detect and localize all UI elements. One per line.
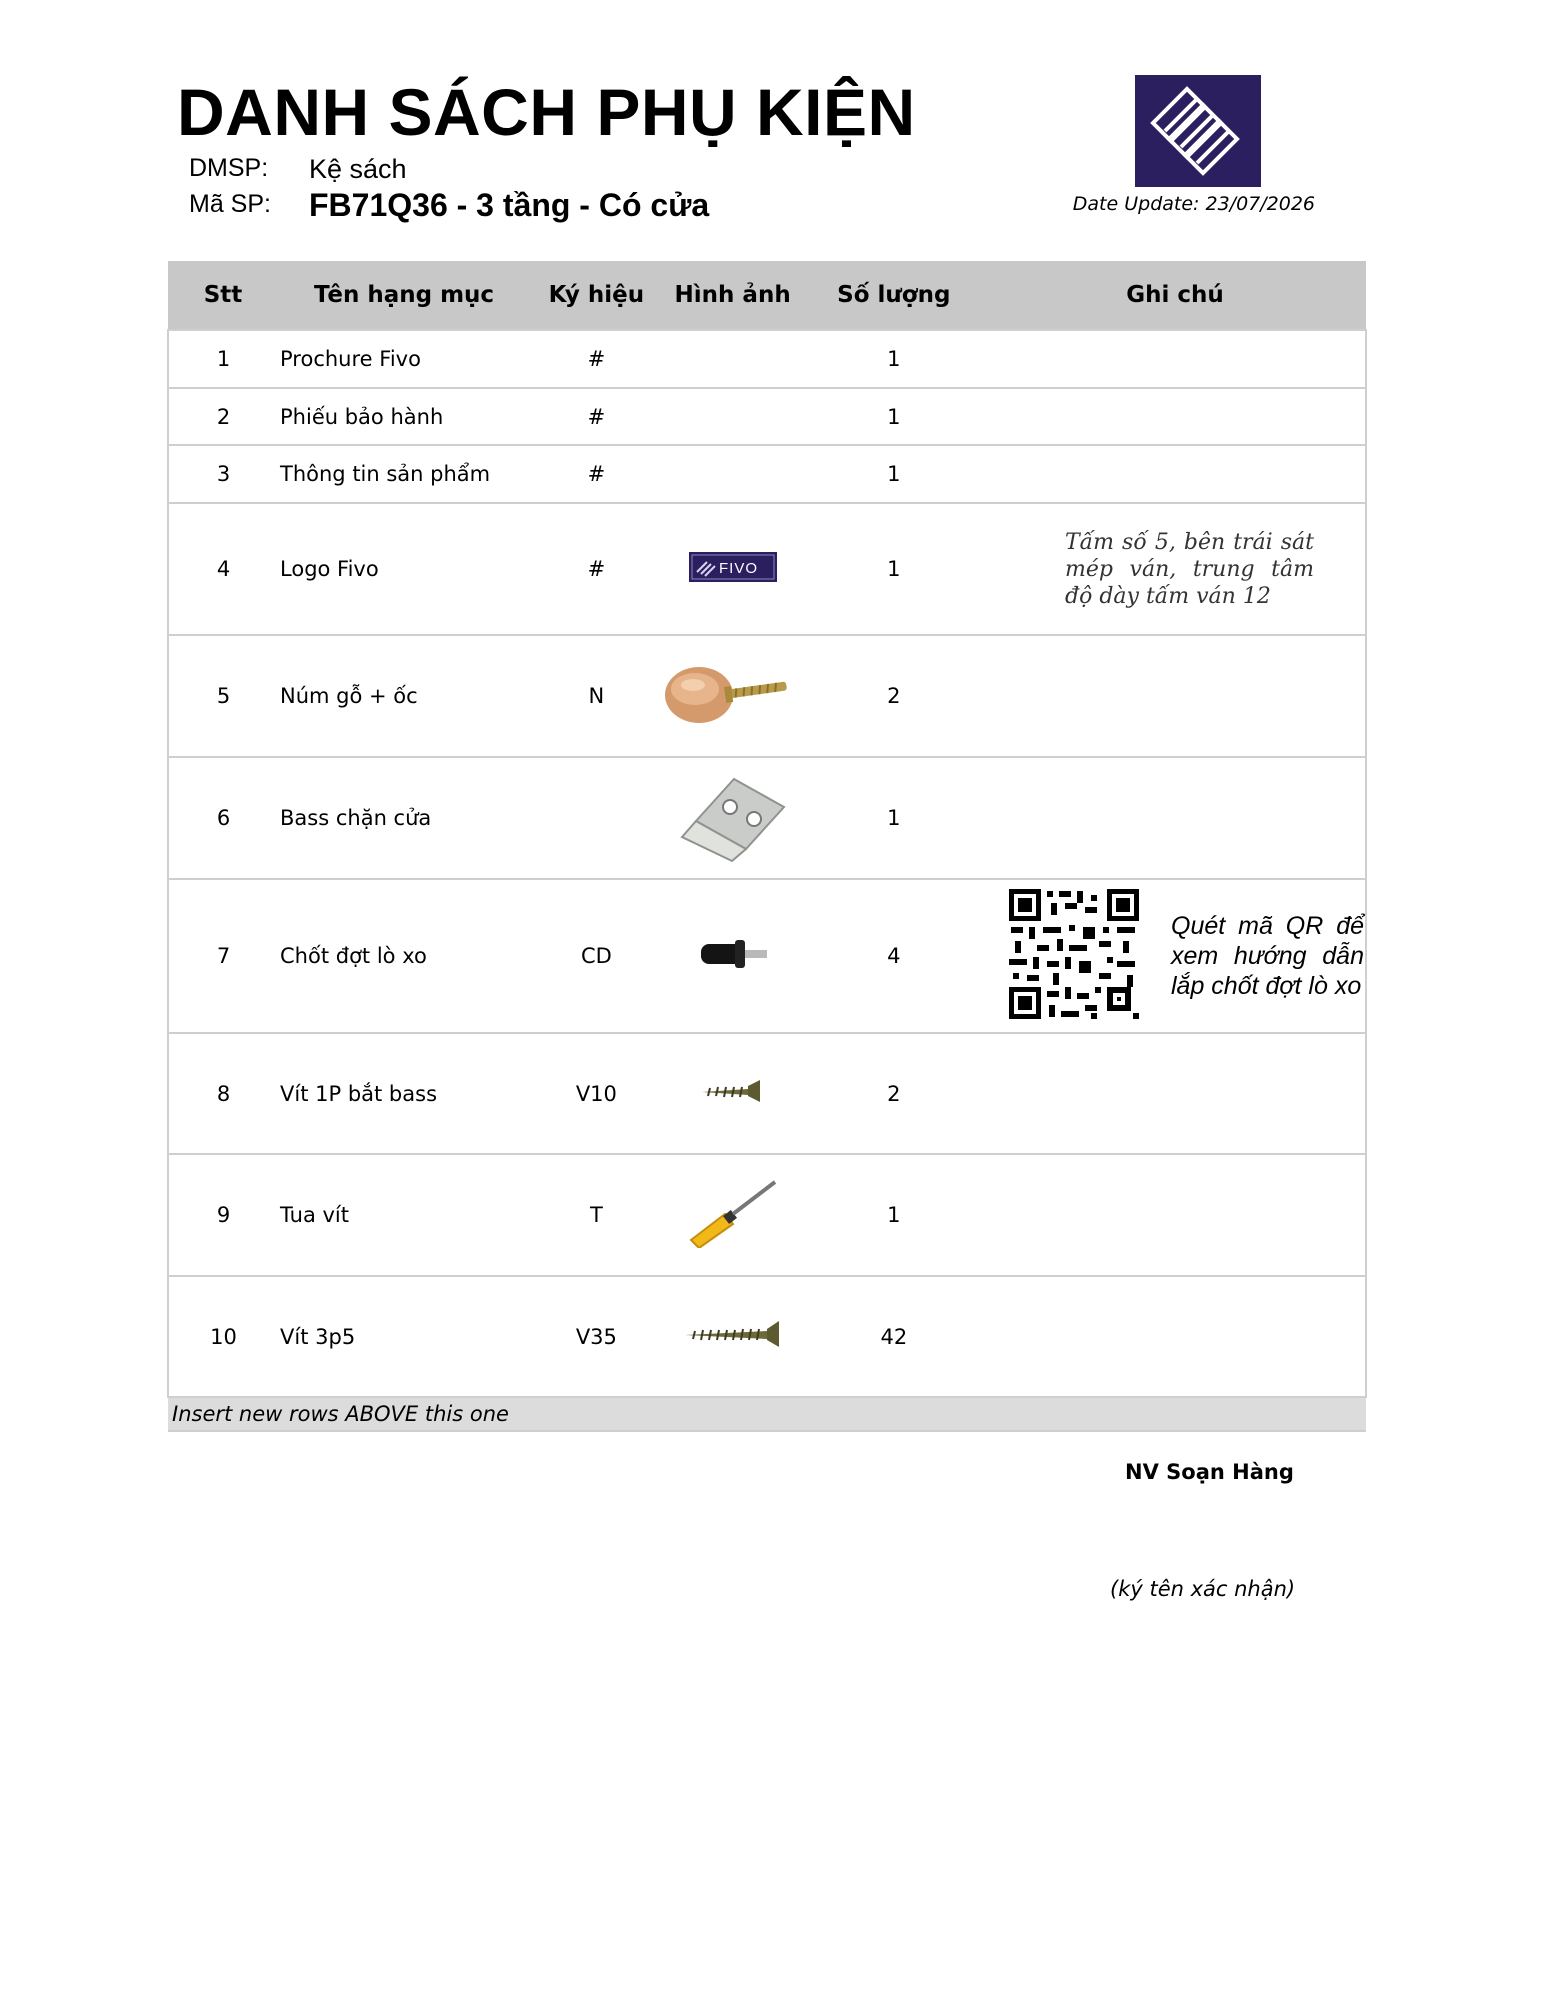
spring-pin-icon: [693, 936, 773, 977]
cell-name: Tua vít: [278, 1154, 531, 1276]
table-row: [168, 1276, 1366, 1397]
cell-name: Vít 1P bắt bass: [278, 1033, 531, 1154]
cell-stt: 10: [168, 1276, 278, 1397]
table-row: [168, 1033, 1366, 1154]
cell-stt: 1: [168, 330, 278, 388]
masp-label: Mã SP:: [189, 190, 271, 218]
cell-note: [984, 879, 1366, 1033]
cell-qty: 42: [804, 1276, 984, 1397]
cell-symbol: CD: [531, 879, 662, 1033]
dmsp-value: Kệ sách: [309, 154, 407, 184]
cell-stt: 4: [168, 503, 278, 635]
qr-code-icon[interactable]: [1007, 887, 1141, 1026]
cell-note: [984, 445, 1366, 503]
accessory-table: [167, 261, 1367, 1432]
qr-instruction-note: Quét mã QR để xem hướng dẫn lắp chốt đợt lò xo: [1171, 912, 1364, 1000]
masp-value: FB71Q36 - 3 tầng - Có cửa: [309, 187, 710, 223]
document-title: DANH SÁCH PHỤ KIỆN: [177, 75, 916, 149]
col-header-note: Ghi chú: [984, 261, 1366, 330]
cell-image: [662, 503, 804, 635]
cell-qty: 4: [804, 879, 984, 1033]
cell-qty: 1: [804, 445, 984, 503]
cell-qty: 1: [804, 503, 984, 635]
table-row: [168, 388, 1366, 445]
logo-placement-note: Tấm số 5, bên trái sát mép ván, trung tâm độ dày tấm ván 12: [1065, 529, 1314, 609]
cell-note: [984, 503, 1366, 635]
cell-name: Núm gỗ + ốc: [278, 635, 531, 757]
cell-name: Logo Fivo: [278, 503, 531, 635]
cell-name: Vít 3p5: [278, 1276, 531, 1397]
cell-qty: 1: [804, 330, 984, 388]
col-header-qty: Số lượng: [804, 261, 984, 330]
cell-image: [662, 635, 804, 757]
cell-stt: 5: [168, 635, 278, 757]
table-row: [168, 757, 1366, 879]
signature-note: (ký tên xác nhận): [1110, 1577, 1296, 1601]
cell-stt: 6: [168, 757, 278, 879]
cell-name: Prochure Fivo: [278, 330, 531, 388]
table-row: [168, 1154, 1366, 1276]
dmsp-label: DMSP:: [189, 154, 269, 182]
short-screw-icon: [698, 1076, 768, 1111]
cell-qty: 2: [804, 1033, 984, 1154]
cell-symbol: N: [531, 635, 662, 757]
cell-image: [662, 1276, 804, 1397]
cell-symbol: T: [531, 1154, 662, 1276]
cell-note: [984, 757, 1366, 879]
col-header-image: Hình ảnh: [662, 261, 804, 330]
cell-qty: 1: [804, 1154, 984, 1276]
cell-symbol: #: [531, 388, 662, 445]
cell-note: [984, 635, 1366, 757]
cell-name: Phiếu bảo hành: [278, 388, 531, 445]
cell-note: [984, 1276, 1366, 1397]
cell-symbol: V35: [531, 1276, 662, 1397]
cell-stt: 8: [168, 1033, 278, 1154]
cell-name: Chốt đợt lò xo: [278, 879, 531, 1033]
table-header-row: [168, 261, 1366, 330]
cell-image: [662, 330, 804, 388]
svg-text:FIVO: FIVO: [718, 559, 758, 577]
cell-symbol: V10: [531, 1033, 662, 1154]
footer-hint: Insert new rows ABOVE this one: [168, 1397, 1366, 1431]
col-header-stt: Stt: [168, 261, 278, 330]
cell-qty: 1: [804, 388, 984, 445]
cell-stt: 7: [168, 879, 278, 1033]
cell-note: [984, 1033, 1366, 1154]
cell-note: [984, 388, 1366, 445]
brand-logo: [1135, 75, 1261, 187]
cell-stt: 9: [168, 1154, 278, 1276]
metal-bracket-icon: [678, 769, 788, 868]
cell-symbol: #: [531, 445, 662, 503]
cell-stt: 3: [168, 445, 278, 503]
cell-symbol: #: [531, 330, 662, 388]
cell-symbol: [531, 757, 662, 879]
cell-note: [984, 1154, 1366, 1276]
cell-image: [662, 879, 804, 1033]
cell-note: [984, 330, 1366, 388]
insert-rows-footer: [168, 1397, 1366, 1431]
cell-image: [662, 1033, 804, 1154]
cell-qty: 1: [804, 757, 984, 879]
long-screw-icon: [683, 1317, 783, 1356]
cell-image: [662, 1154, 804, 1276]
cell-stt: 2: [168, 388, 278, 445]
table-row: [168, 879, 1366, 1033]
cell-image: [662, 757, 804, 879]
table-row: [168, 445, 1366, 503]
date-update: Date Update: 23/07/2026: [1072, 193, 1315, 215]
col-header-name: Tên hạng mục: [278, 261, 531, 330]
col-header-symbol: Ký hiệu: [531, 261, 662, 330]
table-row: [168, 635, 1366, 757]
cell-symbol: #: [531, 503, 662, 635]
wooden-knob-icon: [663, 659, 803, 734]
fivo-logo-icon: [689, 552, 777, 587]
table-row: [168, 330, 1366, 388]
cell-image: [662, 445, 804, 503]
cell-name: Bass chặn cửa: [278, 757, 531, 879]
table-row: [168, 503, 1366, 635]
stripes-logo-icon: [1135, 75, 1261, 187]
cell-qty: 2: [804, 635, 984, 757]
signature-title: NV Soạn Hàng: [1125, 1460, 1294, 1484]
screwdriver-icon: [685, 1178, 781, 1253]
cell-name: Thông tin sản phẩm: [278, 445, 531, 503]
cell-image: [662, 388, 804, 445]
